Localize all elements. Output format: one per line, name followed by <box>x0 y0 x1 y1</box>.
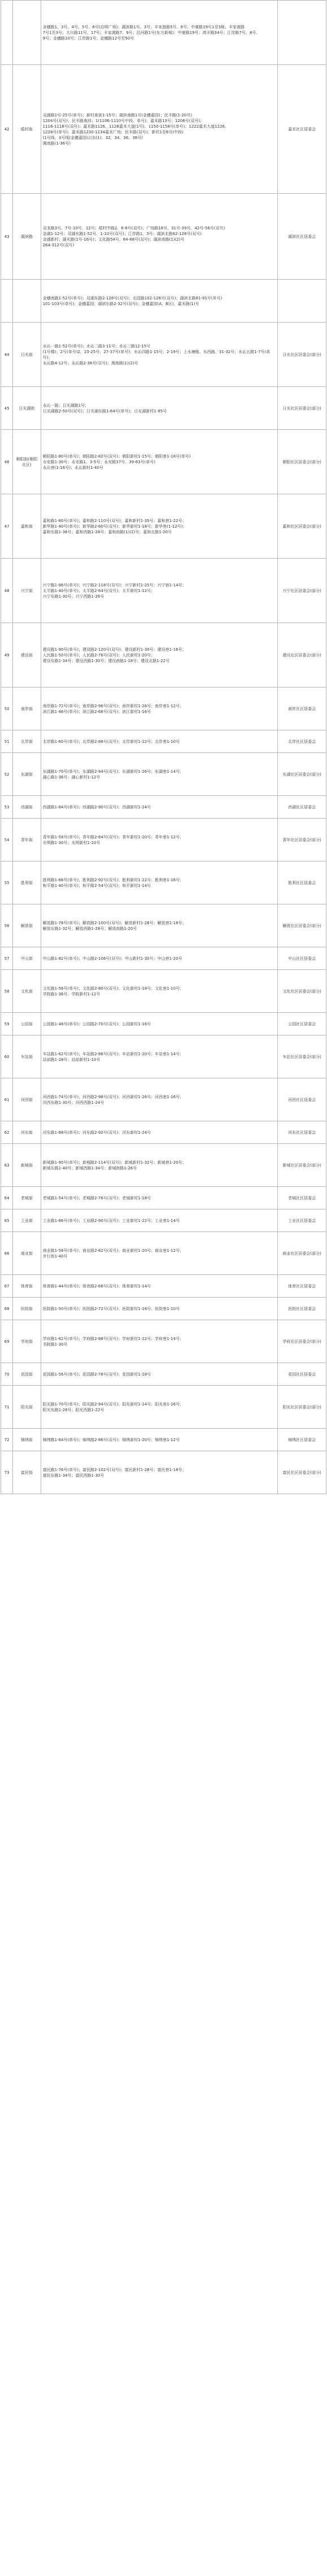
address-line: 青年路1-58号(单号)；青年路2-84号(双号)；青年新村1-20号；青年巷1-12号； <box>42 834 184 839</box>
address-line: 河东路1-68号(单号)；河东路2-92号(双号)；河东新村1-24号 <box>42 1130 151 1135</box>
address-detail-cell <box>41 1232 278 1275</box>
row-number-cell: 70 <box>1 1363 13 1386</box>
address-line: 双龙路3号、7号-10号、12号；皓村中路2、6-8号(双号)；广场路18号、31号-39号、42号-56号(双号) <box>42 225 225 230</box>
street-name-cell: 商业街 <box>13 1232 41 1275</box>
table-row <box>1 1429 326 1451</box>
row-number-cell: 56 <box>1 904 13 947</box>
address-line: 书院路1-30号 <box>42 1342 68 1347</box>
address-line: 湘南路(1-36号) <box>42 141 71 146</box>
street-name-cell: 阳光街 <box>13 1386 41 1429</box>
street-name-cell: 锦绣街 <box>13 1429 41 1451</box>
address-detail-cell <box>41 280 278 323</box>
row-number-cell: 63 <box>1 1144 13 1187</box>
address-detail-cell <box>41 687 278 730</box>
address-detail-cell <box>41 1035 278 1078</box>
address-line: 富民路1-76号(单号)；富民路2-102号(双号)；富民新村1-28号；富民巷1-18号； <box>42 1467 186 1472</box>
address-line: 步行街1-40号 <box>42 1254 68 1259</box>
address-line: 胜利路1-66号(单号)；胜利路2-92号(双号)；胜利新村1-22号；胜利巷1-16号； <box>42 877 184 882</box>
row-number-cell: 45 <box>1 387 13 430</box>
row-number-cell: 53 <box>1 796 13 819</box>
address-detail-cell <box>41 1121 278 1144</box>
address-detail-cell <box>41 65 278 194</box>
address-line: 解放路1-78号(单号)；解放路2-100号(双号)；解放新村1-28号；解放巷1-18号； <box>42 920 186 925</box>
address-line: 新华路1-40号(单号)；新华路2-60号(双号)；新华新村1-18号；新华巷(1-12号)； <box>42 524 187 529</box>
address-line: 和平路1-40号(单号)；和平路2-54号(双号)；和平新村1-14号 <box>42 883 151 888</box>
committee-cell: 富民社区居委会(部分) <box>278 1451 326 1494</box>
address-detail-cell <box>41 730 278 753</box>
street-name-cell: 花园街 <box>13 1363 41 1386</box>
row-number-cell: 55 <box>1 861 13 904</box>
address-line: 河西东路1-30号；河西西路1-24号 <box>42 1100 104 1105</box>
table-row <box>1 796 326 819</box>
address-line: 1228号(单号)；嘉禾路1230-1234嘉禾广场；民丰路(双号)；新村1至6号(中段) <box>42 129 184 134</box>
address-detail-cell <box>41 861 278 904</box>
row-number-cell: 51 <box>1 730 13 753</box>
address-line: 嘉和路1-80号(单号)；嘉和路2-110号(双号)；嘉和新村1-35号；嘉和巷1-22号； <box>42 518 186 523</box>
address-detail-cell <box>41 796 278 819</box>
committee-cell: 西湖社区居委会 <box>278 796 326 819</box>
row-number-cell: 67 <box>1 1275 13 1298</box>
committee-cell: 青年社区居委会(部分) <box>278 819 326 861</box>
address-line: 双湖路1号-25号(单号)；新村南街1-15号；湖滨南路1号(金穗嘉园)；民丰路(1-20号) <box>42 112 193 118</box>
address-line: 朝阳路1-80号(单号)；朝阳路2-82号(双号)；朝阳新村1-15号；朝阳巷1-18号(单号) <box>42 454 191 459</box>
row-number-cell <box>1 280 13 323</box>
committee-cell: 东湖社区居委会(部分) <box>278 753 326 796</box>
street-name-cell: 嘉和街 <box>13 494 41 559</box>
address-line: 公园路1-48号(单号)；公园路2-70号(双号)；公园新村1-16号 <box>42 1021 151 1026</box>
address-line: 金穗南路1-52号(单号)；双湖东路2-128号(双号)；北园路102-128号(双号)；湖滨北路81-91号(单号) <box>42 295 223 301</box>
address-detail-cell <box>41 819 278 861</box>
street-name-cell: 胜利街 <box>13 861 41 904</box>
address-detail-cell <box>41 947 278 970</box>
table-row <box>1 1298 326 1320</box>
address-detail-cell <box>41 1209 278 1232</box>
address-line: 工业路1-66号(单号)；工业路2-90号(双号)；工业新村1-22号；工业巷1-14号 <box>42 1218 180 1223</box>
table-row <box>1 1 326 65</box>
row-number-cell: 43 <box>1 194 13 280</box>
address-line: 老城路1-54号(单号)；老城路2-76号(双号)；老城新村1-18号 <box>42 1195 151 1200</box>
committee-cell: 朝阳社区居委会(部分) <box>278 430 326 494</box>
street-name-cell: 新城街 <box>13 1144 41 1187</box>
address-line: (1号线、3号线(金穗嘉园)以东(1)、32、34、36、38号) <box>42 135 143 140</box>
address-line: 南岸路1-72号(单号)；南岸路2-96号(双号)；南岸新村1-28号；南岸巷1-12号； <box>42 703 184 708</box>
address-line: 车站路1-62号(单号)；车站路2-86号(双号)；车站新村1-20号；车站巷1-14号； <box>42 1051 184 1056</box>
street-name-cell: 青年街 <box>13 819 41 861</box>
table-row <box>1 730 326 753</box>
street-name-cell: 老城街 <box>13 1187 41 1209</box>
row-number-cell: 69 <box>1 1320 13 1363</box>
address-line: 新城路1-90号(单号)；新城路2-114号(双号)；新城新村1-32号；新城巷1-20号； <box>42 1160 186 1165</box>
row-number-cell: 62 <box>1 1121 13 1144</box>
row-number-cell <box>1 1 13 65</box>
street-name-cell: 湖滨路 <box>13 194 41 280</box>
committee-cell: 文化社区居委会(部分) <box>278 970 326 1013</box>
committee-cell: 兴宁社区居委会(部分) <box>278 559 326 623</box>
address-detail-cell <box>41 1363 278 1386</box>
address-detail-cell <box>41 494 278 559</box>
street-name-cell <box>13 280 41 323</box>
address-line: 金湖1-12号；双湖东路1-52号、1-10号(双号)；江岸路1、3号；湖滨北路62-128号(双号) <box>42 231 202 236</box>
committee-cell: 公园社区居委会 <box>278 1013 326 1035</box>
address-line: 太平路1-40号(单号)；太平路2-64号(双号)；太平新村1-12号； <box>42 588 155 593</box>
row-number-cell: 52 <box>1 753 13 796</box>
table-row <box>1 65 326 194</box>
committee-cell: 北岸社区居委会 <box>278 730 326 753</box>
address-line: 1116-1118号(双号)；嘉禾路1126、1128嘉禾大道(1号)、1150-1158号(单号)；1222嘉禾大道1226、 <box>42 124 229 129</box>
street-name-cell: 日光湖街 <box>13 387 41 430</box>
row-number-cell: 48 <box>1 559 13 623</box>
address-line: 9号；金穗路10号；江岸路1号；金穗路12号至50号 <box>42 36 134 41</box>
table-row <box>1 1232 326 1275</box>
address-line: 兴宁东路1-30号；兴宁西路1-26号 <box>42 594 104 599</box>
table-row <box>1 280 326 323</box>
committee-cell: 锦绣社区居委会 <box>278 1429 326 1451</box>
address-detail-cell <box>41 1 278 65</box>
table-row <box>1 1451 326 1494</box>
address-line: (1号楼)；2号(单号)2、23-25号；27-37号(单号)；水沁四路1-15号；2-19号；上水塘路、东西路、31-32号；水沁五路1-7号(单号)； <box>42 349 271 360</box>
address-line: 水沁一路1-52号(单号)；水沁二路3-11号；水沁三路12-15号 <box>42 343 151 349</box>
table-row <box>1 1363 326 1386</box>
address-line: 花园路1-56号(单号)；花园路2-78号(双号)；花园新村1-18号 <box>42 1372 151 1377</box>
row-number-cell: 46 <box>1 430 13 494</box>
table-row <box>1 1209 326 1232</box>
row-number-cell: 61 <box>1 1078 13 1121</box>
street-name-cell: 富民街 <box>13 1451 41 1494</box>
address-line: 建设路1-90号(单号)；建设路2-120号(双号)；建设新村1-30号；建设巷1-16号； <box>42 647 186 652</box>
address-line: 学院路1-36号；学院新村1-12号 <box>42 991 101 997</box>
table-row <box>1 970 326 1013</box>
address-line: 264-312号(双号) <box>42 242 75 247</box>
address-line: 建设东路1-34号；建设西路1-30号；建设南路1-18号；建设北路1-22号 <box>42 658 170 663</box>
committee-cell: 湖滨社区居委会 <box>278 194 326 280</box>
address-table <box>1 0 326 1494</box>
row-number-cell: 73 <box>1 1451 13 1494</box>
address-line: 富民东路1-34号；富民西路1-30号 <box>42 1473 104 1478</box>
committee-cell: 河东社区居委会 <box>278 1121 326 1144</box>
street-name-cell: 朝阳街(朝阳社区) <box>13 430 41 494</box>
row-number-cell: 54 <box>1 819 13 861</box>
address-line: 日光湖路2-50号(双号)；日光湖东路1-64号(单号)；日光湖新村1-95号 <box>42 408 167 414</box>
row-number-cell: 58 <box>1 970 13 1013</box>
address-line: 商业路1-58号(单号)；商业路2-82号(双号)；商业新村1-20号；商业巷1-12号； <box>42 1248 184 1253</box>
address-table-body <box>1 1 326 1494</box>
row-number-cell: 64 <box>1 1187 13 1209</box>
row-number-cell: 65 <box>1 1209 13 1232</box>
committee-cell: 解放社区居委会(部分) <box>278 904 326 947</box>
committee-cell: 学府社区居委会(部分) <box>278 1320 326 1363</box>
row-number-cell: 60 <box>1 1035 13 1078</box>
row-number-cell: 47 <box>1 494 13 559</box>
table-row <box>1 947 326 970</box>
table-row <box>1 1187 326 1209</box>
committee-cell: 嘉和社区居委会(部分) <box>278 494 326 559</box>
street-name-cell: 中山街 <box>13 947 41 970</box>
committee-cell: 胜利社区居委会 <box>278 861 326 904</box>
address-line: 锦绣路1-64号(单号)；锦绣路2-86号(双号)；锦绣新村1-20号；锦绣巷1-12号 <box>42 1437 180 1442</box>
table-row <box>1 1144 326 1187</box>
table-row <box>1 1320 326 1363</box>
committee-cell: 新城社区居委会(部分) <box>278 1144 326 1187</box>
address-line: 7号1至3号；大川路11号、17号；丰家渡路7、9号；沿河路1号(东方新城)；中豪路19号；鸿丰路34号；江岸路7号、8号、 <box>42 30 260 35</box>
address-detail-cell <box>41 904 278 947</box>
committee-cell <box>278 1 326 65</box>
table-row <box>1 1275 326 1298</box>
address-line: 中山路1-82号(单号)；中山路2-106号(双号)；中山新村1-30号；中山巷1-20号 <box>42 956 182 961</box>
street-name-cell: 公园街 <box>13 1013 41 1035</box>
street-name-cell: 皓村街 <box>13 65 41 194</box>
street-name-cell: 日光街 <box>13 323 41 387</box>
row-number-cell: 50 <box>1 687 13 730</box>
street-name-cell: 学府街 <box>13 1320 41 1363</box>
committee-cell: 车站社区居委会(部分) <box>278 1035 326 1078</box>
address-line: 金穗路1、3号、4号、5号、6号(启明广场)；湖滨路1号、3号；丰家渡路5号、6号；中豪路19号1至3栋；丰家渡路 <box>42 24 245 29</box>
committee-cell: 商业社区居委会(部分) <box>278 1232 326 1275</box>
address-line: 嘉和东路1-36号；嘉和西路1-28号；嘉和南路(1)(2)号；嘉和北路1-20号 <box>42 529 172 534</box>
committee-cell: 建设社区居委会(部分) <box>278 623 326 687</box>
address-line: 湖心路1-36号；湖心新村1-12号 <box>42 774 101 780</box>
address-line: 体育路1-44号(单号)；体育路2-66号(双号)；体育新村1-14号 <box>42 1283 151 1289</box>
committee-cell: 南岸社区居委会 <box>278 687 326 730</box>
committee-cell: 阳光社区居委会(部分) <box>278 1386 326 1429</box>
row-number-cell: 49 <box>1 623 13 687</box>
committee-cell: 体育社区居委会 <box>278 1275 326 1298</box>
address-detail-cell <box>41 387 278 430</box>
row-number-cell: 57 <box>1 947 13 970</box>
address-line: 西湖路1-64号(单号)；西湖路2-90号(双号)；西湖新村1-24号 <box>42 804 151 810</box>
street-name-cell <box>13 1 41 65</box>
address-detail-cell <box>41 1320 278 1363</box>
address-line: 站前路1-28号；站前新村1-10号 <box>42 1057 101 1062</box>
committee-cell: 河西社区居委会 <box>278 1078 326 1121</box>
committee-cell: 医院社区居委会 <box>278 1298 326 1320</box>
row-number-cell: 44 <box>1 323 13 387</box>
row-number-cell: 72 <box>1 1429 13 1451</box>
address-line: 文化路1-56号(单号)；文化路2-80号(双号)；文化新村1-18号；文化巷1-10号； <box>42 986 184 991</box>
table-row <box>1 861 326 904</box>
address-detail-cell <box>41 1298 278 1320</box>
street-name-cell: 兴宁街 <box>13 559 41 623</box>
street-name-cell: 车站街 <box>13 1035 41 1078</box>
address-line: 永沁路4-12号；永沁路2-36号(双号)；湘南路(1)(2)号 <box>42 360 138 365</box>
address-line: 新城东路1-40号；新城西路1-34号；新城南路1-26号 <box>42 1165 137 1170</box>
address-line: 101-103号(单号)；金穗嘉园；湖滨东路2-32号(双号)；金穗嘉园(A、B区)、嘉禾路(1)号 <box>42 301 199 306</box>
street-name-cell: 南岸街 <box>13 687 41 730</box>
committee-cell: 日光社区居委会(部分) <box>278 323 326 387</box>
address-detail-cell <box>41 1013 278 1035</box>
address-detail-cell <box>41 1078 278 1121</box>
table-row <box>1 687 326 730</box>
address-detail-cell <box>41 753 278 796</box>
street-name-cell: 北岸街 <box>13 730 41 753</box>
table-row <box>1 1013 326 1035</box>
address-line: 光明路1-30号；光明新村1-10号 <box>42 840 101 845</box>
address-line: 永安路1-30号；永安路1、3-5号；永安路37号、39-63号(单号) <box>42 459 156 464</box>
committee-cell: 工业社区居委会 <box>278 1209 326 1232</box>
address-detail-cell <box>41 1275 278 1298</box>
table-row <box>1 194 326 280</box>
address-detail-cell <box>41 970 278 1013</box>
table-row <box>1 1121 326 1144</box>
committee-cell: 日光社区居委会(部分) <box>278 387 326 430</box>
address-line: 永沁一路；日光湖路1号； <box>42 403 89 408</box>
address-detail-cell <box>41 1144 278 1187</box>
address-line: 金湖新村；湖光路(1号-16号)；文化路54号、64-68号(双号)；湖滨南路(1)(2)号 <box>42 237 185 242</box>
address-line: 人民路1-50号(单号)；人民路2-76号(双号)；人民新村1-20号； <box>42 652 155 658</box>
committee-cell: 老城社区居委会 <box>278 1187 326 1209</box>
address-detail-cell <box>41 1429 278 1451</box>
street-name-cell: 河东街 <box>13 1121 41 1144</box>
address-detail-cell <box>41 1386 278 1429</box>
table-row <box>1 904 326 947</box>
street-name-cell: 体育街 <box>13 1275 41 1298</box>
committee-cell <box>278 280 326 323</box>
row-number-cell: 66 <box>1 1232 13 1275</box>
address-detail-cell <box>41 559 278 623</box>
address-line: 医院路1-50号(单号)；医院路2-72号(双号)；医院新村1-16号；医院巷1-10号 <box>42 1306 180 1311</box>
table-row <box>1 1078 326 1121</box>
table-row <box>1 559 326 623</box>
table-row <box>1 1035 326 1078</box>
table-row <box>1 387 326 430</box>
table-row <box>1 819 326 861</box>
address-line: 永沁巷(1-16号)；永沁新村1-40号 <box>42 465 103 470</box>
address-line: 解放东路1-32号；解放西路1-28号；解放南路1-20号 <box>42 926 137 931</box>
address-detail-cell <box>41 430 278 494</box>
address-detail-cell <box>41 323 278 387</box>
address-detail-cell <box>41 623 278 687</box>
table-row <box>1 430 326 494</box>
committee-cell: 花园社区居委会 <box>278 1363 326 1386</box>
committee-cell: 中山社区居委会 <box>278 947 326 970</box>
street-name-cell: 工业街 <box>13 1209 41 1232</box>
table-row <box>1 494 326 559</box>
row-number-cell: 59 <box>1 1013 13 1035</box>
table-row <box>1 753 326 796</box>
address-line: 阳光路1-70号(单号)；阳光路2-94号(双号)；阳光新村1-24号；阳光巷1-16号； <box>42 1402 184 1407</box>
street-name-cell: 医院街 <box>13 1298 41 1320</box>
address-detail-cell <box>41 1451 278 1494</box>
address-detail-cell <box>41 1187 278 1209</box>
address-detail-cell <box>41 194 278 280</box>
table-row <box>1 323 326 387</box>
address-line: 学府路1-62号(单号)；学府路2-88号(双号)；学府新村1-22号；学府巷1-14号； <box>42 1336 184 1341</box>
row-number-cell: 42 <box>1 65 13 194</box>
table-row <box>1 623 326 687</box>
street-name-cell: 解放街 <box>13 904 41 947</box>
street-name-cell: 东湖街 <box>13 753 41 796</box>
row-number-cell: 68 <box>1 1298 13 1320</box>
street-name-cell: 河西街 <box>13 1078 41 1121</box>
address-line: 阳光东路1-28号；阳光西路1-22号 <box>42 1407 104 1412</box>
street-name-cell: 建设街 <box>13 623 41 687</box>
street-name-cell: 文化街 <box>13 970 41 1013</box>
address-line: 兴宁路1-86号(单号)；兴宁路2-118号(双号)；兴宁新村1-25号；兴宁巷1-14号； <box>42 582 186 588</box>
address-line: 1204号(双号)；民丰路南段；1(1106-1110号中段、单号)；嘉禾路13号；1206号(双号)； <box>42 118 204 123</box>
address-line: 东湖路1-70号(单号)；东湖路2-94号(双号)；东湖新村1-26号；东湖巷1-14号； <box>42 769 184 774</box>
address-line: 滨江路1-46号(单号)；滨江路2-68号(双号)；滨江新村1-16号 <box>42 709 151 714</box>
address-line: 北岸路1-60号(单号)；北岸路2-88号(双号)；北岸新村1-22号；北岸巷1-10号 <box>42 739 180 744</box>
address-line: 河西路1-74号(单号)；河西路2-98号(双号)；河西新村1-26号；河西巷1-16号； <box>42 1094 184 1099</box>
committee-cell: 嘉禾社区居委会 <box>278 65 326 194</box>
row-number-cell: 71 <box>1 1386 13 1429</box>
table-row <box>1 1386 326 1429</box>
street-name-cell: 西湖街 <box>13 796 41 819</box>
